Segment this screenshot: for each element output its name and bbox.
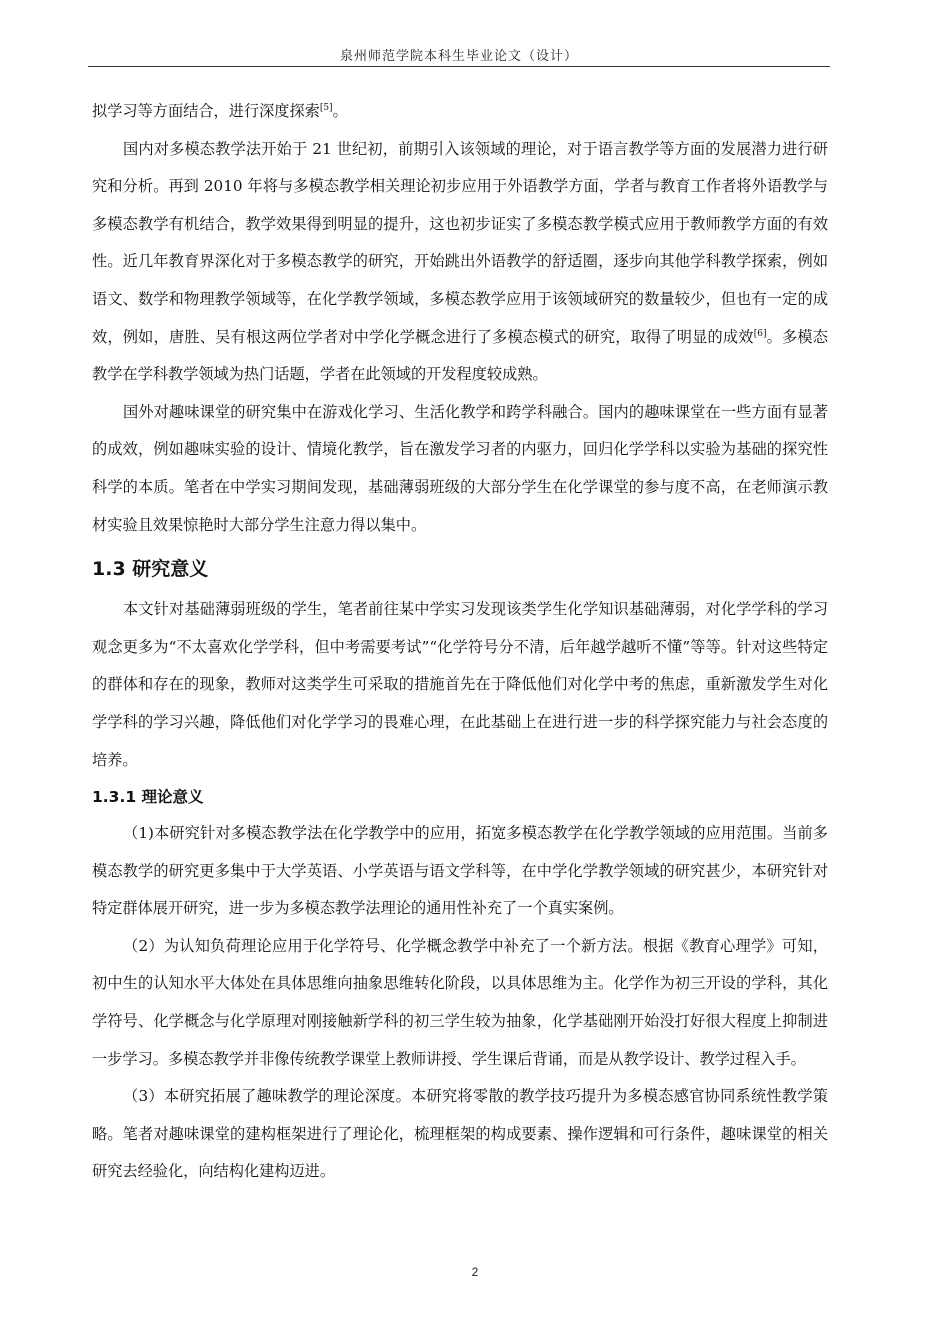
paper-body <box>92 93 828 1191</box>
paragraph-interest-classroom: 国外对趣味课堂的研究集中在游戏化学习、生活化教学和跨学科融合。国内的趣味课堂在一些方面有显著的成效，例如趣味实验的设计、情境化教学，旨在激发学习者的内驱力，回归化学学科以实验为基础的探究性科学的本质。笔者在中学实习期间发现，基础薄弱班级的大部分学生在化学课堂的参与度不高，在老师演示教材实验且效果惊艳时大部分学生注意力得以集中。 <box>92 402 828 534</box>
paragraph-continuation <box>92 93 828 131</box>
paragraph-text: 。多模态教学在学科教学领域为热门话题，学者在此领域的开发程度较成熟。 <box>92 327 829 384</box>
citation: [6] <box>753 328 767 339</box>
running-header: 泉州师范学院本科生毕业论文（设计） <box>339 49 578 64</box>
section-heading: 1.3 研究意义 <box>92 558 209 581</box>
paragraph-text: 国内对多模态教学法开始于 21 世纪初，前期引入该领域的理论，对于语言教学等方面的发展潜力进行研究和分析。再到 2010 年将与多模态教学相关理论初步应用于外语教学方面，学者与教育工作者将外语教学与多模态教学有机结合，教学效果得到明显的提升，这也初步证实了多模态教学模式应用于教师教学方面的有效性。近几年教育界深化对于多模态教学的研究，开始跳出外语教学的舒适圈，逐步向其他学科教学探索，例如语文、数学和物理教学领域等，在化学教学领域，多模态教学应用于该领域研究的数量较少，但也有一定的成效，例如，唐胜、吴有根这两位学者对中学化学概念进行了多模态模式的研究，取得了明显的成效 <box>92 139 828 346</box>
paragraph-domestic-multimodal <box>92 131 828 394</box>
subsection-heading: 1.3.1 理论意义 <box>92 788 204 807</box>
citation: [5] <box>319 103 333 113</box>
paragraph-text: 。 <box>332 102 348 120</box>
paragraph-text: 拟学习等方面结合，进行深度探索 <box>92 102 320 120</box>
paragraph-point-1: （1)本研究针对多模态教学法在化学教学中的应用，拓宽多模态教学在化学教学领域的应用范围。当前多模态教学的研究更多集中于大学英语、小学英语与语文学科等，在中学化学教学领域的研究甚少，本研究针对特定群体展开研究，进一步为多模态教学法理论的通用性补充了一个真实案例。 <box>92 824 828 918</box>
paragraph-point-2: （2）为认知负荷理论应用于化学符号、化学概念教学中补充了一个新方法。根据《教育心理学》可知，初中生的认知水平大体处在具体思维向抽象思维转化阶段，以具体思维为主。化学作为初三开设的学科，其化学符号、化学概念与化学原理对刚接触新学科的初三学生较为抽象，化学基础刚开始没打好很大程度上抑制进一步学习。多模态教学并非像传统教学课堂上教师讲授、学生课后背诵，而是从教学设计、教学过程入手。 <box>92 936 828 1068</box>
paragraph-significance: 本文针对基础薄弱班级的学生，笔者前往某中学实习发现该类学生化学知识基础薄弱，对化学学科的学习观念更多为“不太喜欢化学学科，但中考需要考试”“化学符号分不清，后年越学越听不懂”等等。针对这些特定的群体和存在的现象，教师对这类学生可采取的措施首先在于降低他们对化学中考的焦虑，重新激发学生对化学学科的学习兴趣，降低他们对化学学习的畏难心理，在此基础上在进行进一步的科学探究能力与社会态度的培养。 <box>92 600 828 769</box>
header-divider <box>88 66 830 67</box>
paragraph-point-3: （3）本研究拓展了趣味教学的理论深度。本研究将零散的教学技巧提升为多模态感官协同系统性教学策略。笔者对趣味课堂的建构框架进行了理论化，梳理框架的构成要素、操作逻辑和可行条件，趣味课堂的相关研究去经验化，向结构化建构迈进。 <box>92 1087 828 1181</box>
page-number: 2 <box>471 1265 479 1279</box>
